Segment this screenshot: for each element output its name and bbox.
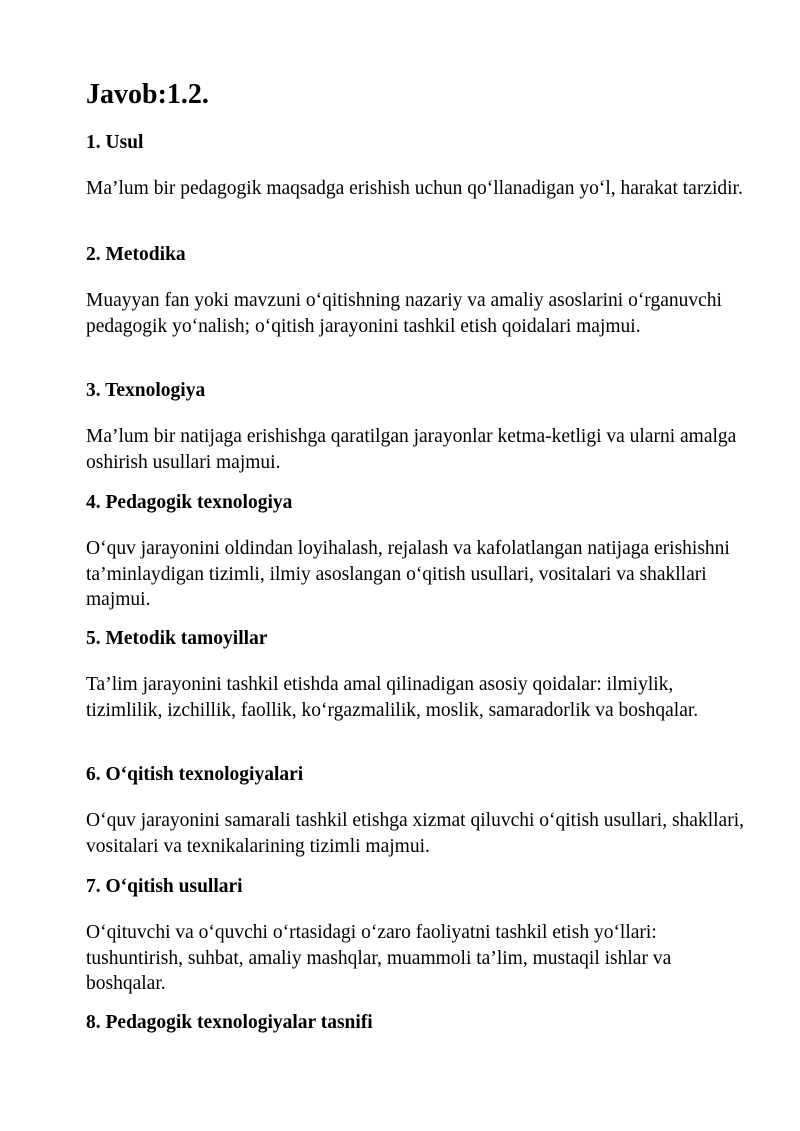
section-text: O‘quv jarayonini oldindan loyihalash, rejalash va kafolatlangan natijaga erishishni ta’minlaydigan tizimli, ilmiy asoslangan o‘qitish usullari, vositalari va shakllari majmui. xyxy=(86,538,730,610)
section-text: Ta’lim jarayonini tashkil etishda amal qilinadigan asosiy qoidalar: ilmiylik, tizimlilik, izchillik, faollik, ko‘rgazmalilik, moslik, samaradorlik va boshqalar. xyxy=(86,674,699,721)
section-heading: 4. Pedagogik texnologiya xyxy=(86,492,293,513)
section-pedagogik-texnologiyalar-tasnifi xyxy=(86,1010,746,1036)
section-metodik-tamoyillar xyxy=(86,626,746,723)
section-text: O‘qituvchi va o‘quvchi o‘rtasidagi o‘zaro faoliyatni tashkil etish yo‘llari: tushuntirish, suhbat, amaliy mashqlar, muammoli ta’lim, mustaqil ishlar va boshqalar. xyxy=(86,922,672,994)
section-heading: 1. Usul xyxy=(86,132,144,153)
section-text: O‘quv jarayonini samarali tashkil etishga xizmat qiluvchi o‘qitish usullari, shakllari, vositalari va texnikalarining tizimli majmui. xyxy=(86,810,744,857)
section-usul xyxy=(86,130,746,202)
section-text: Ma’lum bir pedagogik maqsadga erishish uchun qo‘llanadigan yo‘l, harakat tarzidir. xyxy=(86,178,743,199)
section-heading: 5. Metodik tamoyillar xyxy=(86,628,268,649)
section-text: Muayyan fan yoki mavzuni o‘qitishning nazariy va amaliy asoslarini o‘rganuvchi pedagogik yo‘nalish; o‘qitish jarayonini tashkil etish qoidalari majmui. xyxy=(86,290,722,337)
section-oqitish-usullari xyxy=(86,874,746,997)
section-pedagogik-texnologiya xyxy=(86,490,746,613)
section-metodika xyxy=(86,242,746,339)
section-heading: 8. Pedagogik texnologiyalar tasnifi xyxy=(86,1012,373,1033)
section-oqitish-texnologiyalari xyxy=(86,762,746,859)
section-heading: 3. Texnologiya xyxy=(86,380,206,401)
section-heading: 7. O‘qitish usullari xyxy=(86,876,243,897)
document-title: Javob:1.2. xyxy=(86,79,209,110)
section-heading: 6. O‘qitish texnologiyalari xyxy=(86,764,304,785)
section-text: Ma’lum bir natijaga erishishga qaratilgan jarayonlar ketma-ketligi va ularni amalga oshirish usullari majmui. xyxy=(86,426,737,473)
section-heading: 2. Metodika xyxy=(86,244,186,265)
section-texnologiya xyxy=(86,378,746,475)
